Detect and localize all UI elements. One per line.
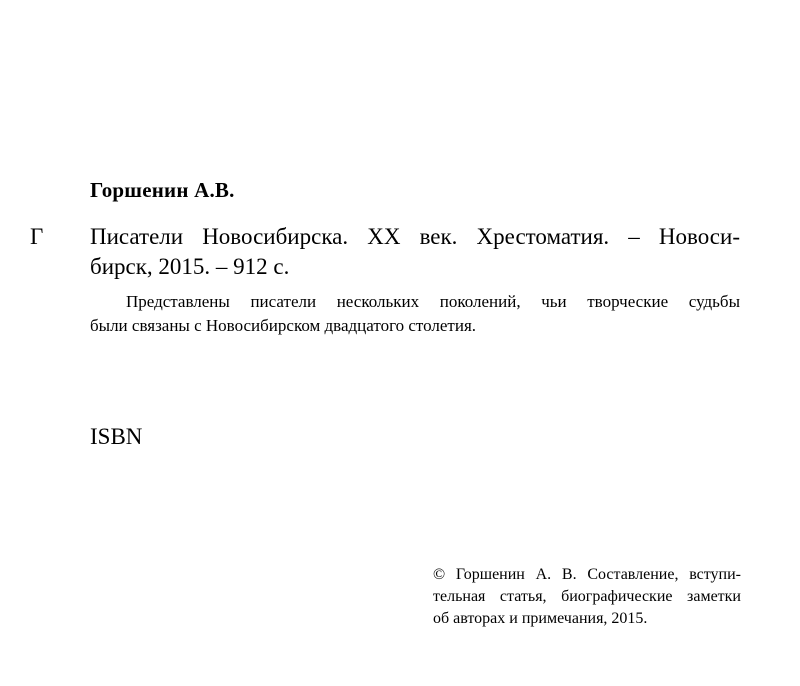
copyright-line-3: об авторах и примечания, 2015. <box>433 610 648 627</box>
author-name: Горшенин А.В. <box>90 178 235 202</box>
annotation-line-1: Представлены писатели нескольких поколений, чьи творческие судьбы <box>126 292 740 311</box>
bibliographic-citation <box>90 222 740 282</box>
citation-line-2: бирск, 2015. – 912 с. <box>90 254 290 279</box>
annotation <box>90 290 740 338</box>
classification-letter: Г <box>30 224 44 249</box>
copyright-line-2: тельная статья, биографические заметки <box>433 588 741 605</box>
isbn-label: ISBN <box>90 424 143 449</box>
copyright-notice <box>433 564 741 630</box>
citation-line-1: Писатели Новосибирска. XX век. Хрестоматия. – Новоси- <box>90 224 740 249</box>
copyright-line-1: © Горшенин А. В. Составление, вступи- <box>433 566 741 583</box>
annotation-line-2: были связаны с Новосибирском двадцатого столетия. <box>90 316 477 335</box>
